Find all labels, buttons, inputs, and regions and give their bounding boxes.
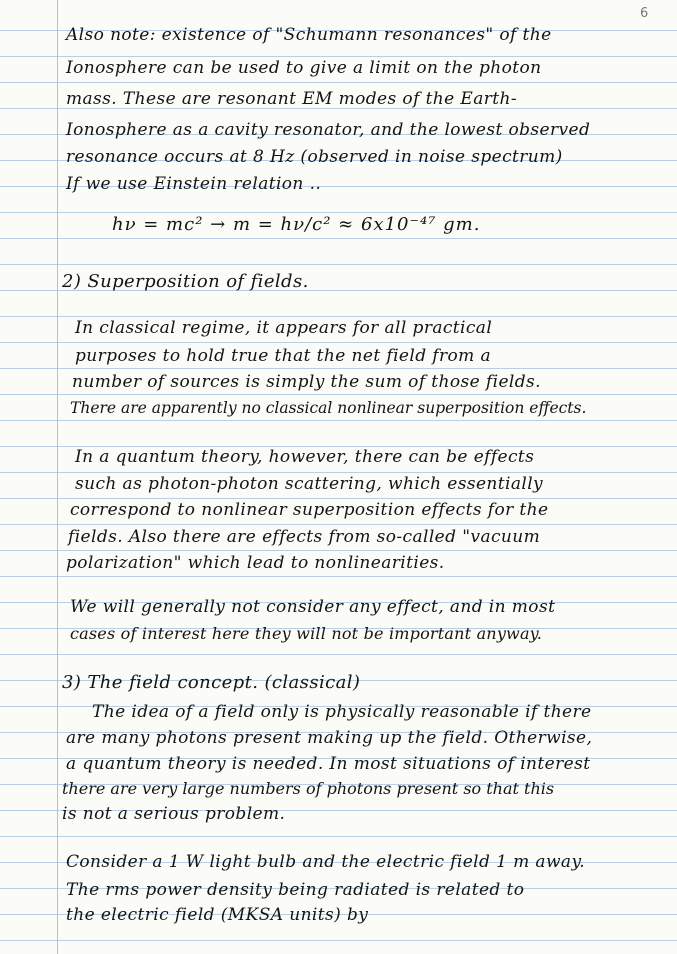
note-line: The rms power density being radiated is related to — [66, 880, 525, 900]
note-line: is not a serious problem. — [62, 804, 286, 824]
photon-mass-equation: hν = mc² → m = hν/c² ≈ 6x10⁻⁴⁷ gm. — [112, 214, 481, 235]
note-line: polarization" which lead to nonlinearities. — [66, 553, 445, 573]
margin-line — [57, 0, 58, 954]
note-line: correspond to nonlinear superposition effects for the — [70, 500, 549, 520]
section-heading: 2) Superposition of fields. — [62, 271, 309, 292]
note-line: the electric field (MKSA units) by — [66, 905, 369, 925]
note-line: resonance occurs at 8 Hz (observed in noise spectrum) — [66, 147, 563, 167]
note-line: fields. Also there are effects from so-called "vacuum — [68, 527, 541, 547]
note-line: there are very large numbers of photons present so that this — [62, 779, 555, 798]
note-line: The idea of a field only is physically reasonable if there — [92, 702, 592, 722]
note-line: purposes to hold true that the net field from a — [75, 346, 492, 366]
note-line: In classical regime, it appears for all practical — [75, 318, 493, 338]
note-line: There are apparently no classical nonlinear superposition effects. — [70, 399, 587, 417]
note-line: Also note: existence of "Schumann resonances" of the — [66, 25, 552, 45]
note-line: Ionosphere can be used to give a limit on the photon — [66, 58, 542, 78]
note-line: a quantum theory is needed. In most situations of interest — [66, 754, 591, 774]
note-line: such as photon-photon scattering, which essentially — [75, 474, 544, 494]
note-line: In a quantum theory, however, there can be effects — [75, 447, 535, 467]
note-line: If we use Einstein relation .. — [66, 174, 322, 194]
note-line: Ionosphere as a cavity resonator, and the lowest observed — [66, 120, 591, 140]
note-line: We will generally not consider any effect, and in most — [70, 597, 556, 617]
note-line: mass. These are resonant EM modes of the Earth- — [66, 89, 518, 109]
note-line: number of sources is simply the sum of those fields. — [72, 372, 541, 392]
page-number: 6 — [640, 6, 649, 21]
note-line: are many photons present making up the field. Otherwise, — [66, 728, 593, 748]
note-line: cases of interest here they will not be important anyway. — [70, 624, 543, 643]
note-line: Consider a 1 W light bulb and the electric field 1 m away. — [66, 852, 585, 872]
section-heading: 3) The field concept. (classical) — [62, 672, 361, 693]
